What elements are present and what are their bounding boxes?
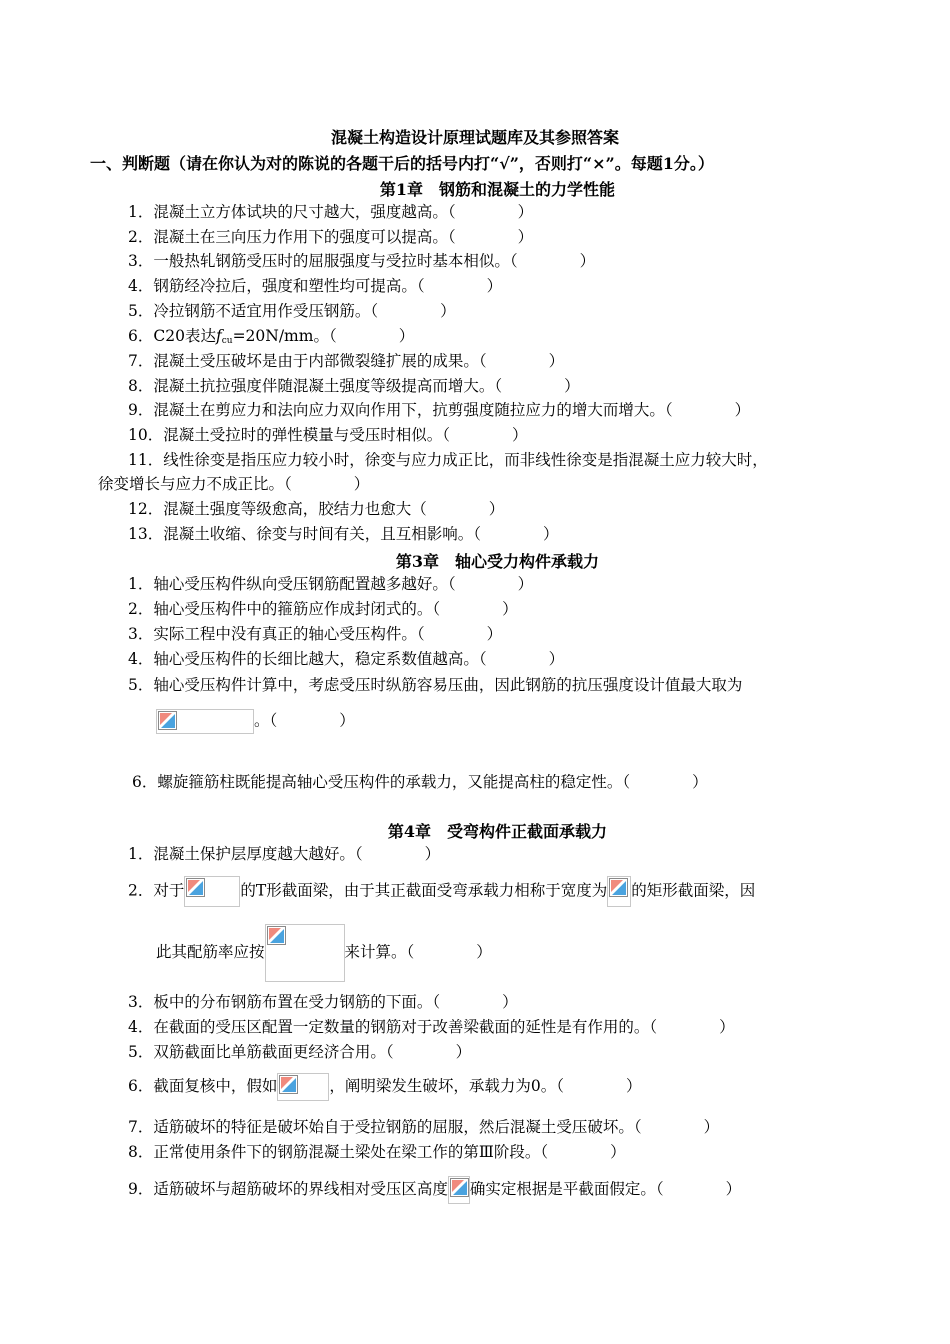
question-1-10: 10．混凝土受拉时的弹性模量与受压时相似。（ ） [128,426,528,444]
question-3-4: 4．轴心受压构件的长细比越大，稳定系数值越高。（ ） [128,650,565,668]
question-4-4: 4．在截面的受压区配置一定数量的钢筋对于改善梁截面的延性是有作用的。（ ） [128,1018,735,1036]
question-1-12: 12．混凝土强度等级愈高，胶结力也愈大（ ） [128,500,505,518]
question-1-13: 13．混凝土收缩、徐变与时间有关，且互相影响。（ ） [128,525,559,543]
question-3-2: 2．轴心受压构件中的箍筋应作成封闭式的。（ ） [128,600,518,618]
question-4-5: 5．双筋截面比单筋截面更经济合用。（ ） [128,1043,472,1061]
formula-image-placeholder [448,1176,470,1204]
question-4-3: 3．板中的分布钢筋布置在受力钢筋的下面。（ ） [128,993,518,1011]
formula-image-placeholder [277,1073,329,1101]
broken-image-icon [279,1075,298,1094]
question-1-5: 5．冷拉钢筋不适宜用作受压钢筋。（ ） [128,302,456,320]
formula-image-placeholder [265,924,345,982]
question-4-8: 8．正常使用条件下的钢筋混凝土梁处在梁工作的第Ⅲ阶段。（ ） [128,1143,626,1161]
question-1-6: 6．C20表达$f_{cu}=20N/mm$。（ ） [128,327,415,346]
question-1-2: 2．混凝土在三向压力作用下的强度可以提高。（ ） [128,228,534,246]
question-1-11: 11．线性徐变是指压应力较小时，徐变与应力成正比，而非线性徐变是指混凝土应力较大时， [128,451,768,469]
question-1-7: 7．混凝土受压破坏是由于内部微裂缝扩展的成果。（ ） [128,352,565,370]
question-1-11-continued: 徐变增长与应力不成正比。（ ） [98,475,370,493]
formula-image-placeholder [607,876,631,907]
chapter-4-heading: 第4章 受弯构件正截面承载力 [387,822,608,841]
broken-image-icon [158,711,177,730]
question-1-9: 9．混凝土在剪应力和法向应力双向作用下，抗剪强度随拉应力的增大而增大。（ ） [128,401,751,419]
question-3-5-continued: 。（ ） [156,709,355,734]
broken-image-icon [186,878,205,897]
question-4-2: 2．对于 的T形截面梁，由于其正截面受弯承载力相称于宽度为 的矩形截面梁，因 [128,876,755,907]
chapter-1-heading: 第1章 钢筋和混凝土的力学性能 [379,180,616,199]
question-4-6: 6．截面复核中，假如 ，阐明梁发生破坏，承载力为0。（ ） [128,1073,642,1101]
section-heading: 一、判断题（请在你认为对的陈说的各题干后的括号内打“√”，否则打“×”。每题1分。） [90,154,714,173]
broken-image-icon [450,1178,469,1197]
question-3-3: 3．实际工程中没有真正的轴心受压构件。（ ） [128,625,503,643]
formula-image-placeholder [184,876,240,907]
broken-image-icon [267,926,286,945]
question-4-1: 1．混凝土保护层厚度越大越好。（ ） [128,845,441,863]
question-1-3: 3．一般热轧钢筋受压时的屈服强度与受拉时基本相似。（ ） [128,252,596,270]
question-1-1: 1．混凝土立方体试块的尺寸越大，强度越高。（ ） [128,203,534,221]
question-1-4: 4．钢筋经冷拉后，强度和塑性均可提高。（ ） [128,277,503,295]
question-4-7: 7．适筋破坏的特征是破坏始自于受拉钢筋的屈服，然后混凝土受压破坏。（ ） [128,1118,720,1136]
question-3-1: 1．轴心受压构件纵向受压钢筋配置越多越好。（ ） [128,575,534,593]
question-4-9: 9．适筋破坏与超筋破坏的界线相对受压区高度 确实定根据是平截面假定。（ ） [128,1176,741,1204]
broken-image-icon [609,878,628,897]
document-title: 混凝土构造设计原理试题库及其参照答案 [330,128,619,147]
chapter-3-heading: 第3章 轴心受力构件承载力 [395,552,600,571]
question-3-5: 5．轴心受压构件计算中，考虑受压时纵筋容易压曲，因此钢筋的抗压强度设计值最大取为 [128,676,743,694]
question-3-6: 6．螺旋箍筋柱既能提高轴心受压构件的承载力，又能提高柱的稳定性。（ ） [132,773,708,791]
question-4-2-continued: 此其配筋率应按 来计算。（ ） [156,924,492,982]
formula-image-placeholder [156,709,254,734]
question-1-8: 8．混凝土抗拉强度伴随混凝土强度等级提高而增大。（ ） [128,377,580,395]
